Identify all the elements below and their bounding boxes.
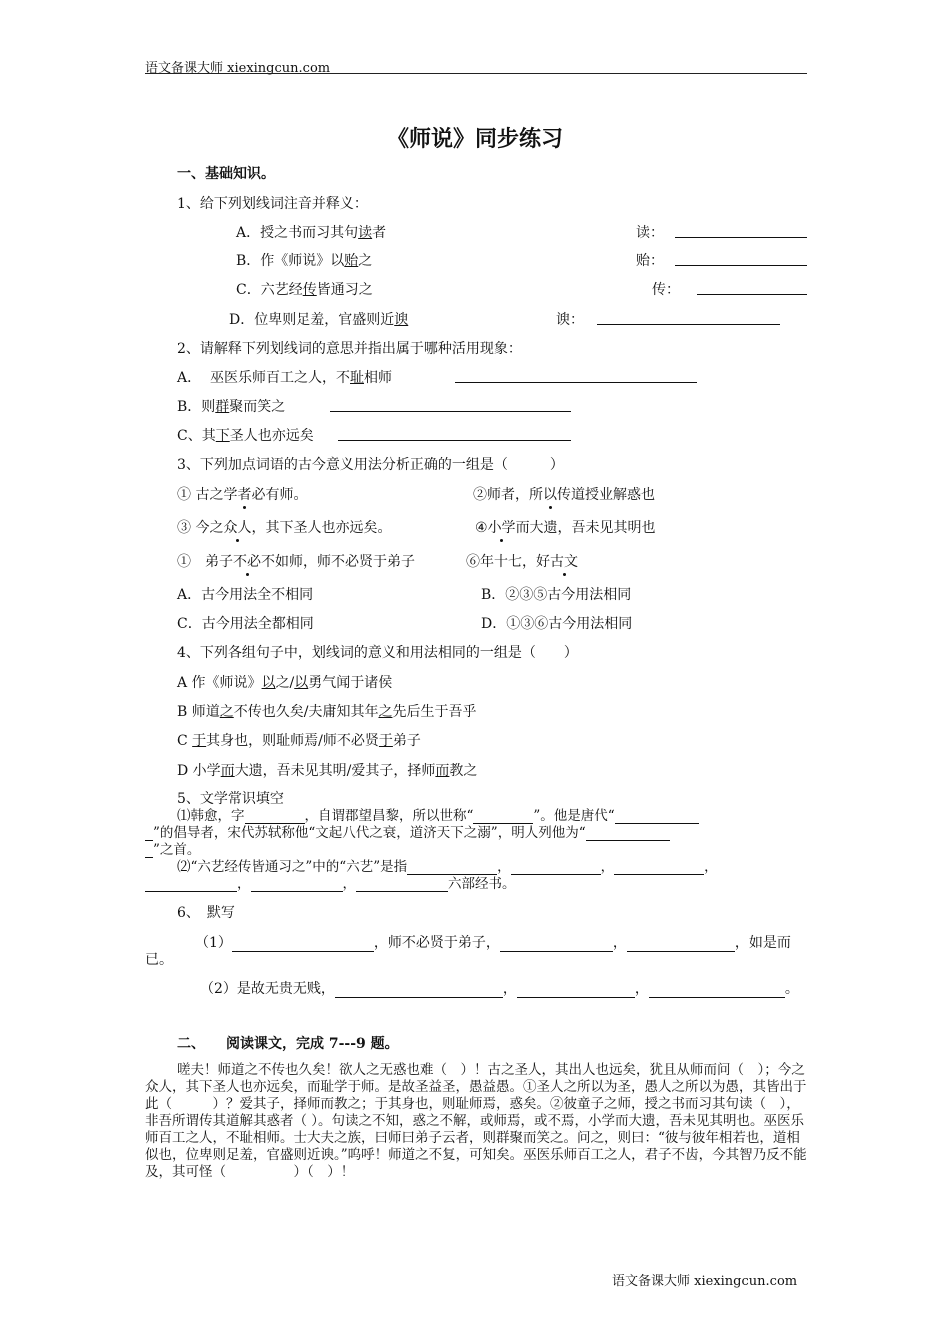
section1-heading: 一、基础知识。 bbox=[177, 166, 275, 182]
q5-blank-art6[interactable] bbox=[356, 876, 448, 892]
q2-item-b: B．则群聚而笑之 bbox=[177, 399, 286, 415]
q1-blank-d[interactable] bbox=[597, 309, 780, 325]
page-footer: 语文备课大师 xiexingcun.com bbox=[612, 1274, 798, 1289]
q6-blank-3[interactable] bbox=[627, 936, 735, 952]
q6-blank-5[interactable] bbox=[517, 982, 635, 998]
q3-item-3: ③ 今之众人，其下圣人也亦远矣。 bbox=[177, 517, 391, 537]
q1-item-a: A．授之书而习其句读者 bbox=[236, 225, 387, 241]
q5-line3: ”之首。 bbox=[145, 838, 200, 858]
q2-item-a: A． 巫医乐师百工之人，不耻相师 bbox=[177, 370, 393, 386]
page-title: 《师说》同步练习 bbox=[386, 126, 563, 152]
q3-option-b[interactable]: B．②③⑤古今用法相同 bbox=[481, 587, 632, 603]
q6-line1: （1） ，师不必贤于弟子， ， ，如是而 bbox=[195, 935, 791, 951]
q3-prompt: 3、下列加点词语的古今意义用法分析正确的一组是（ ） bbox=[177, 457, 564, 473]
q4-option-d[interactable]: D 小学而大遗，吾未见其明/爱其子，择师而教之 bbox=[177, 763, 478, 779]
q5-blank-art3[interactable] bbox=[614, 859, 704, 875]
q3-option-a[interactable]: A．古今用法全不相同 bbox=[177, 587, 314, 603]
q5-line4: ⑵“六艺经传皆通习之”中的“六艺”是指 ， ， ， bbox=[177, 859, 718, 875]
q5-line5: ， ， 六部经书。 bbox=[145, 872, 516, 892]
q5-blank-art4[interactable] bbox=[145, 876, 237, 892]
q6-blank-2[interactable] bbox=[500, 936, 613, 952]
q3-item-6: ⑥年十七，好古文 bbox=[466, 551, 578, 571]
q3-item-5: ① 弟子不必不如师，师不必贤于弟子 bbox=[177, 551, 415, 571]
header-rule bbox=[145, 73, 807, 74]
q1-label-b: 贻： bbox=[636, 253, 664, 269]
q1-label-a: 读： bbox=[636, 225, 664, 241]
q1-item-b: B．作《师说》以贻之 bbox=[236, 253, 373, 269]
q6-line2: （2）是故无贵无贱， ， ， 。 bbox=[200, 981, 799, 997]
q6-blank-4[interactable] bbox=[335, 982, 503, 998]
q6-blank-1[interactable] bbox=[232, 936, 374, 952]
q2-blank-c[interactable] bbox=[338, 425, 571, 441]
reading-passage: 嗟夫！师道之不传也久矣！欲人之无惑也难（ ）！古之圣人，其出人也远矣，犹且从师而问（ ）；今之众人，其下圣人也亦远矣，而耻学于师。是故圣益圣，愚益愚。①圣人之所以为圣，愚人之所以为愚，其皆出于此（ ）？爱其子，择师而教之；于其身也，则耻师焉，惑矣。②彼童子之师，授之书而习其句读（ ），非吾所谓传其道解其惑者（ ）。句读之不知，惑之不解，或师焉，或不焉，小学而大遗，吾未见其明也。巫医乐师百工之人，不耻相师。士大夫之族，曰师曰弟子云者，则群聚而笑之。问之，则曰：“彼与彼年相若也，道相似也，位卑则足羞，官盛则近谀。”呜呼！师道之不复，可知矣。巫医乐师百工之人，君子不齿，今其智乃反不能及，其可怪（ ）（ ）！ bbox=[145, 1062, 807, 1180]
q6-blank-6[interactable] bbox=[649, 982, 785, 998]
q5-blank-art2[interactable] bbox=[511, 859, 601, 875]
q2-item-c: C、其下圣人也亦远矣 bbox=[177, 428, 314, 444]
q1-label-c: 传： bbox=[652, 282, 680, 298]
q1-blank-c[interactable] bbox=[697, 279, 807, 295]
q2-blank-a[interactable] bbox=[455, 367, 697, 383]
section2-heading: 二、 阅读课文，完成 7---9 题。 bbox=[177, 1036, 399, 1052]
q3-item-4: ④小学而大遗，吾未见其明也 bbox=[475, 517, 656, 537]
q3-option-d[interactable]: D．①③⑥古今用法相同 bbox=[481, 616, 633, 632]
q5-line1: ⑴韩愈，字 ，自谓郡望昌黎，所以世称“ ”。他是唐代“ bbox=[177, 804, 699, 824]
q5-prompt: 5、文学常识填空 bbox=[177, 791, 284, 807]
q6-line1-cont: 已。 bbox=[145, 952, 173, 968]
q2-blank-b[interactable] bbox=[330, 396, 571, 412]
q3-option-c[interactable]: C．古今用法全都相同 bbox=[177, 616, 314, 632]
q4-prompt: 4、下列各组句子中，划线词的意义和用法相同的一组是（ ） bbox=[177, 645, 578, 661]
q2-prompt: 2、请解释下列划线词的意思并指出属于哪种活用现象： bbox=[177, 341, 522, 357]
q3-item-2: ②师者，所以传道授业解惑也 bbox=[473, 484, 655, 504]
q5-line2: ”的倡导者，宋代苏轼称他“文起八代之衰，道济天下之溺”，明人列他为“ bbox=[145, 821, 670, 841]
q4-option-c[interactable]: C 于其身也，则耻师焉/师不必贤于弟子 bbox=[177, 733, 421, 749]
q4-option-a[interactable]: A 作《师说》以之/以勇气闻于诸侯 bbox=[177, 675, 393, 691]
q1-prompt: 1、给下列划线词注音并释义： bbox=[177, 196, 368, 212]
q5-blank-eight[interactable] bbox=[586, 825, 670, 841]
q1-item-c: C．六艺经传皆通习之 bbox=[236, 282, 373, 298]
q4-option-b[interactable]: B 师道之不传也久矣/夫庸知其年之先后生于吾乎 bbox=[177, 704, 477, 720]
q1-item-d: D．位卑则足羞，官盛则近谀 bbox=[229, 312, 409, 328]
q1-label-d: 谀： bbox=[556, 312, 584, 328]
q5-blank-art5[interactable] bbox=[251, 876, 343, 892]
q6-prompt: 6、 默写 bbox=[177, 905, 235, 921]
q1-blank-b[interactable] bbox=[675, 250, 807, 266]
q1-blank-a[interactable] bbox=[675, 222, 807, 238]
q3-item-1: ① 古之学者必有师。 bbox=[177, 484, 307, 504]
page-header: 语文备课大师 xiexingcun.com bbox=[145, 61, 331, 76]
